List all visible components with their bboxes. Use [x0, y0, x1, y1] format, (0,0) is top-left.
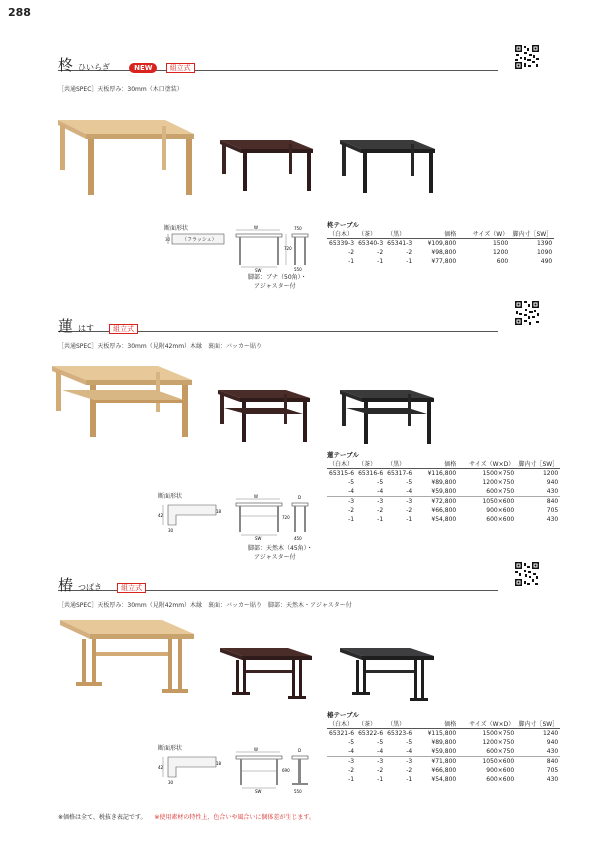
qr-code-icon[interactable] [514, 561, 540, 587]
cross-section-diagram [158, 751, 220, 787]
cross-section-diagram [158, 499, 220, 535]
section-heading [58, 54, 195, 75]
table-image-brown [216, 644, 316, 704]
leg-note: 脚部：ブナ（50角）・ アジャスター付 [248, 274, 307, 290]
table-image-black [336, 386, 438, 446]
svg-text:18: 18 [216, 761, 222, 766]
table-row: -3 -3 -3 ¥72,800 1050×600 840 [327, 497, 560, 507]
table-row: -2 -2 -2 ¥66,800 900×600 705 [348, 507, 559, 514]
page-number: 288 [8, 6, 31, 19]
svg-text:W: W [254, 747, 258, 752]
svg-text:550: 550 [294, 789, 302, 794]
section-reading: はす [78, 324, 95, 333]
svg-text:W: W [254, 225, 258, 230]
table-image-brown [214, 386, 314, 444]
table-row: -2 -2 -2 ¥98,800 1200 1090 [348, 249, 553, 256]
section-heading [58, 315, 138, 336]
spec-text: ［共通SPEC］天板厚み：30mm（見附42mm）木縁 裏面：バッカー貼り 脚部：天然木・アジャスター付 [58, 602, 352, 609]
svg-text:W: W [254, 494, 258, 499]
cross-section-label: 断面形状 [164, 225, 189, 232]
flush-label: （フラッシュ） [182, 237, 217, 243]
table-image-brown [217, 134, 315, 192]
price-table: 柊テーブル （白木） （茶） （黒） 価格 サイズ（W） 脚内寸［SW］ 65339-3 65340-3 65341-3 ¥109,800 1500 1390 -2 -2 -2 ¥98,800 1200 1090 -1 -1 -1 ¥77,800 600 490 [327, 221, 553, 265]
table-row: 65321-6 65322-6 65323-6 ¥115,800 1500×750 1240 [329, 730, 559, 737]
footnote [58, 812, 315, 821]
table-row: -5 -5 -5 ¥89,800 1200×750 940 [348, 739, 559, 746]
section-title: 蓮 [58, 317, 74, 335]
svg-text:30: 30 [168, 780, 174, 785]
svg-text:SW: SW [255, 536, 262, 541]
table-row: -1 -1 -1 ¥54,800 600×600 430 [348, 516, 559, 523]
svg-text:42: 42 [158, 765, 164, 770]
spec-text: ［共通SPEC］天板厚み：30mm（見附42mm）木縁 裏面：バッカー貼り [58, 343, 263, 350]
table-row: -5 -5 -5 ¥89,800 1200×750 940 [348, 479, 559, 486]
price-note: ※価格は全て、税抜き表記です。 [58, 814, 147, 821]
kit-badge: 組立式 [117, 583, 146, 593]
table-image-natural [50, 614, 200, 704]
table-image-black [337, 134, 437, 194]
table-row: -4 -4 -4 ¥59,800 600×750 430 [348, 748, 559, 755]
svg-text:D: D [298, 748, 302, 753]
table-row: -1 -1 -1 ¥77,800 600 490 [348, 258, 553, 265]
cross-section-label: 断面形状 [158, 745, 183, 752]
svg-text:30: 30 [165, 237, 171, 242]
section-reading: ひいらぎ [78, 63, 111, 72]
svg-text:SW: SW [255, 268, 262, 273]
table-image-natural [52, 112, 197, 197]
material-note: ※使用素材の特性上、色合いや風合いに個体差が生じます。 [154, 814, 315, 821]
qr-code-icon[interactable] [514, 300, 540, 326]
price-table: 椿テーブル （白木） （茶） （黒） 価格 サイズ（W×D） 脚内寸［SW］ 65321-6 65322-6 65323-6 ¥115,800 1500×750 1240 -5 -5 -5 ¥89,800 1200×750 940 -4 -4 -4 ¥59,800 600×750 430 -3 -3 -3 ¥71,800 1050×600 840 -2 -2 -2 ¥66,800 900×600 705 -1 -1 -1 ¥54,800 600×600 430 [327, 711, 559, 783]
kit-badge: 組立式 [166, 63, 195, 73]
cross-section-label: 断面形状 [158, 493, 183, 500]
leg-note: 脚部：天然木（45角）・ アジャスター付 [248, 545, 313, 561]
price-table: 蓮テーブル （白木） （茶） （黒） 価格 サイズ（W×D） 脚内寸［SW］ 65315-6 65316-6 65317-6 ¥116,800 1500×750 1200 -5 -5 -5 ¥89,800 1200×750 940 -4 -4 -4 ¥59,800 600×750 430 -3 -3 -3 ¥72,800 1050×600 840 -2 -2 -2 ¥66,800 900×600 705 -1 -1 -1 ¥54,800 600×600 430 [327, 451, 559, 523]
table-row: -3 -3 -3 ¥71,800 1050×600 840 [327, 757, 560, 767]
table-row: 65339-3 65340-3 65341-3 ¥109,800 1500 1390 [329, 240, 553, 247]
svg-text:42: 42 [158, 513, 164, 518]
svg-text:D: D [298, 495, 302, 500]
table-image-black [336, 644, 438, 706]
spec-text: ［共通SPEC］天板厚み：30mm（木口塗装） [58, 86, 183, 93]
svg-text:750: 750 [294, 226, 302, 231]
new-badge: NEW [129, 63, 157, 73]
kit-badge: 組立式 [109, 324, 138, 334]
dimension-diagram [232, 225, 324, 273]
table-row: 65315-6 65316-6 65317-6 ¥116,800 1500×750 1200 [329, 470, 559, 477]
svg-text:720: 720 [282, 515, 290, 520]
svg-text:450: 450 [294, 536, 302, 541]
dimension-diagram [232, 494, 324, 542]
svg-text:SW: SW [255, 789, 262, 794]
svg-text:720: 720 [284, 246, 292, 251]
section-heading [58, 574, 146, 595]
svg-text:550: 550 [294, 267, 302, 272]
section-reading: つばき [78, 583, 103, 592]
table-row: -4 -4 -4 ¥59,800 600×750 430 [348, 488, 559, 495]
table-row: -1 -1 -1 ¥54,800 600×600 430 [348, 776, 559, 783]
section-title: 柊 [58, 56, 74, 74]
table-row: -2 -2 -2 ¥66,800 900×600 705 [348, 767, 559, 774]
svg-text:30: 30 [168, 528, 174, 533]
svg-text:18: 18 [216, 509, 222, 514]
section-title: 椿 [58, 576, 74, 594]
svg-text:690: 690 [282, 768, 290, 773]
qr-code-icon[interactable] [514, 44, 540, 70]
table-image-natural [40, 360, 200, 440]
dimension-diagram [232, 747, 324, 795]
